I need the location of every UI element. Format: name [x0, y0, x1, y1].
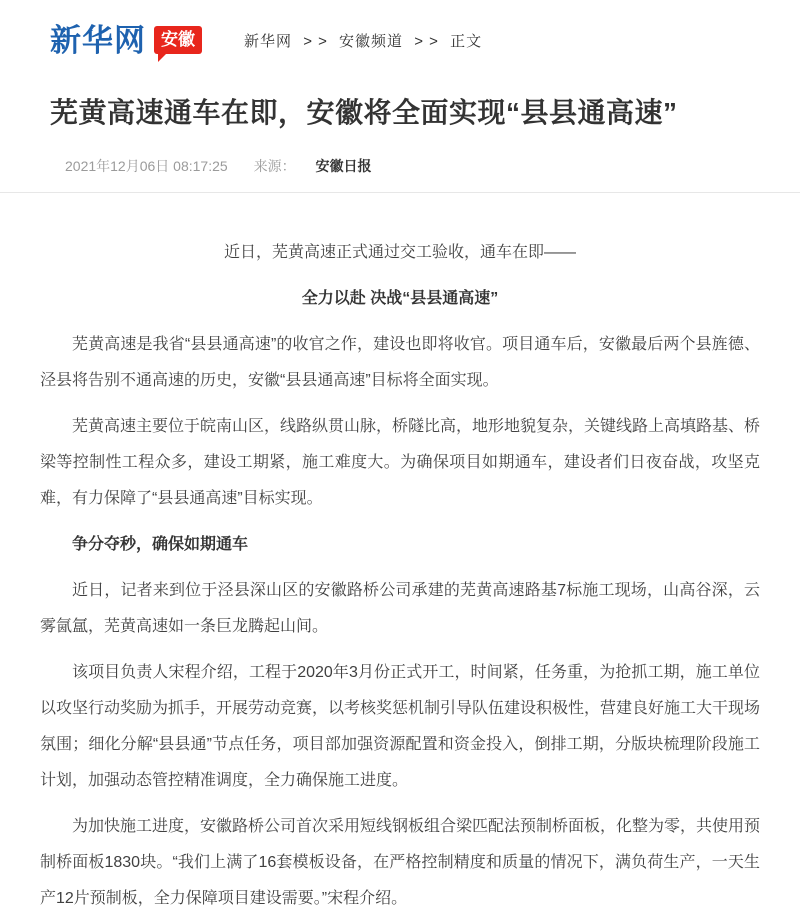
breadcrumb-channel-link[interactable]: 安徽频道 — [339, 32, 404, 50]
article-body — [40, 235, 760, 917]
article-paragraph: 芜黄高速是我省“县县通高速”的收官之作，建设也即将收官。项目通车后，安徽最后两个县旌德、泾县将告别不通高速的历史，安徽“县县通高速”目标将全面实现。 — [40, 335, 760, 389]
breadcrumb — [244, 30, 482, 51]
article-paragraph: 该项目负责人宋程介绍，工程于2020年3月份正式开工，时间紧，任务重，为抢抓工期，施工单位以攻坚行动奖励为抓手，开展劳动竞赛，以考核奖惩机制引导队伍建设积极性，营建良好施工大干现场氛围；细化分解“县县通”节点任务，项目部加强资源配置和资金投入，倒排工期，分版块梳理阶段施工计划，加强动态管控精准调度，全力确保施工进度。 — [40, 663, 761, 789]
article-paragraph: 全力以赴 决战“县县通高速” — [301, 289, 499, 307]
site-header — [40, 0, 760, 58]
publish-date: 2021年12月06日 08:17:25 — [65, 157, 228, 174]
site-logo[interactable] — [50, 22, 202, 58]
breadcrumb-separator: > > — [303, 32, 328, 50]
xinhuanet-logo-text: 新华网 — [50, 22, 146, 58]
article — [40, 94, 760, 917]
article-title: 芜黄高速通车在即，安徽将全面实现“县县通高速” — [50, 97, 678, 128]
anhui-channel-badge: 安徽 — [154, 26, 202, 54]
breadcrumb-current: 正文 — [450, 32, 483, 50]
article-paragraph: 近日，记者来到位于泾县深山区的安徽路桥公司承建的芜黄高速路基7标施工现场，山高谷深，云雾氤氲，芜黄高速如一条巨龙腾起山间。 — [40, 581, 760, 635]
article-meta — [65, 156, 750, 176]
article-paragraph: 为加快施工进度，安徽路桥公司首次采用短线钢板组合梁匹配法预制桥面板，化整为零，共使用预制桥面板1830块。“我们上满了16套模板设备，在严格控制精度和质量的情况下，满负荷生产，一天生产12片预制板，全力保障项目建设需要。”宋程介绍。 — [40, 817, 761, 907]
article-paragraph: 近日，芜黄高速正式通过交工验收，通车在即—— — [223, 243, 576, 261]
divider — [0, 192, 800, 193]
breadcrumb-home-link[interactable]: 新华网 — [244, 32, 293, 50]
article-paragraph: 芜黄高速主要位于皖南山区，线路纵贯山脉，桥隧比高，地形地貌复杂，关键线路上高填路基、桥梁等控制性工程众多，建设工期紧，施工难度大。为确保项目如期通车，建设者们日夜奋战，攻坚克难，有力保障了“县县通高速”目标实现。 — [40, 417, 761, 507]
source-name: 安徽日报 — [315, 157, 372, 174]
breadcrumb-separator: > > — [414, 32, 439, 50]
section-subheading: 争分夺秒，确保如期通车 — [72, 535, 249, 553]
source-label: 来源： — [253, 157, 296, 174]
